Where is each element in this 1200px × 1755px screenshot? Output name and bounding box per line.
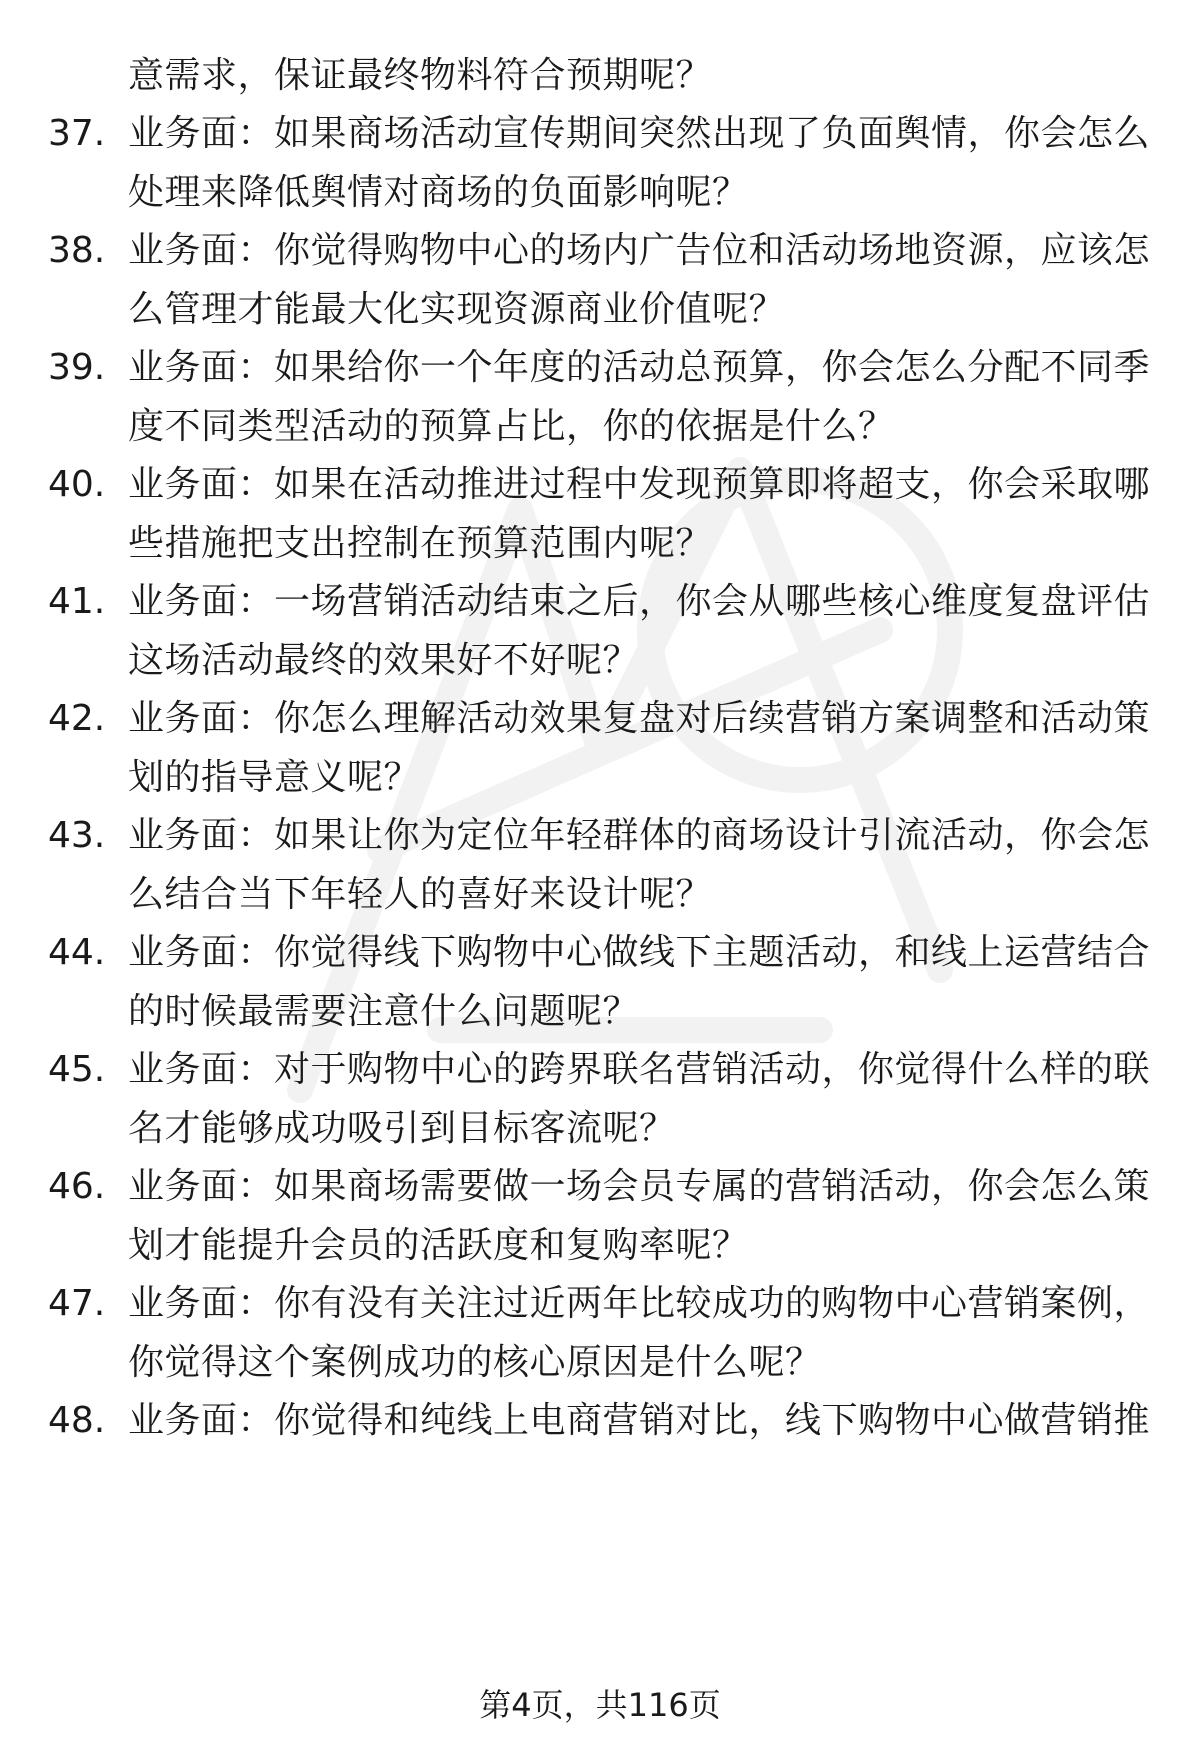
question-text-line: 业务面：你怎么理解活动效果复盘对后续营销方案调整和活动策 [128,698,1151,739]
question-text-line: 业务面：你觉得和纯线上电商营销对比，线下购物中心做营销推 [128,1400,1151,1441]
question-text-line: 业务面：如果在活动推进过程中发现预算即将超支，你会采取哪 [128,464,1151,505]
question-text-line: 么管理才能最大化实现资源商业价值呢？ [128,289,786,330]
question-text-line: 业务面：你有没有关注过近两年比较成功的购物中心营销案例， [128,1283,1151,1324]
question-text-line: 业务面：一场营销活动结束之后，你会从哪些核心维度复盘评估 [128,581,1151,622]
question-number: 44. [48,932,106,973]
page-footer: 第4页，共116页 [479,1686,721,1724]
question-text-line: 意需求，保证最终物料符合预期呢？ [128,55,713,96]
question-number: 45. [48,1049,106,1090]
question-number: 46. [48,1166,106,1207]
question-text-line: 业务面：如果商场活动宣传期间突然出现了负面舆情，你会怎么 [128,113,1151,154]
question-text-line: 处理来降低舆情对商场的负面影响呢？ [128,172,749,213]
question-text-line: 度不同类型活动的预算占比，你的依据是什么？ [128,406,895,447]
question-text-line: 你觉得这个案例成功的核心原因是什么呢？ [128,1342,822,1383]
question-number: 37. [48,113,106,154]
question-number: 42. [48,698,106,739]
question-text-line: 业务面：如果让你为定位年轻群体的商场设计引流活动，你会怎 [128,815,1151,856]
question-text-line: 业务面：对于购物中心的跨界联名营销活动，你觉得什么样的联 [128,1049,1151,1090]
question-number: 43. [48,815,106,856]
question-text-line: 划的指导意义呢？ [128,757,421,798]
question-number: 48. [48,1400,106,1441]
question-text-line: 业务面：你觉得线下购物中心做线下主题活动，和线上运营结合 [128,932,1151,973]
question-number: 40. [48,464,106,505]
question-number: 41. [48,581,106,622]
question-number: 38. [48,230,106,271]
question-number: 47. [48,1283,106,1324]
question-text-line: 这场活动最终的效果好不好呢？ [128,640,640,681]
question-text-line: 业务面：你觉得购物中心的场内广告位和活动场地资源，应该怎 [128,230,1151,271]
question-number: 39. [48,347,106,388]
question-text-line: 业务面：如果给你一个年度的活动总预算，你会怎么分配不同季 [128,347,1151,388]
question-text-line: 业务面：如果商场需要做一场会员专属的营销活动，你会怎么策 [128,1166,1151,1207]
question-text-line: 划才能提升会员的活跃度和复购率呢？ [128,1225,749,1266]
question-text-line: 些措施把支出控制在预算范围内呢？ [128,523,713,564]
question-text-line: 的时候最需要注意什么问题呢？ [128,991,640,1032]
question-text-line: 么结合当下年轻人的喜好来设计呢？ [128,874,713,915]
question-text-line: 名才能够成功吸引到目标客流呢？ [128,1108,676,1149]
